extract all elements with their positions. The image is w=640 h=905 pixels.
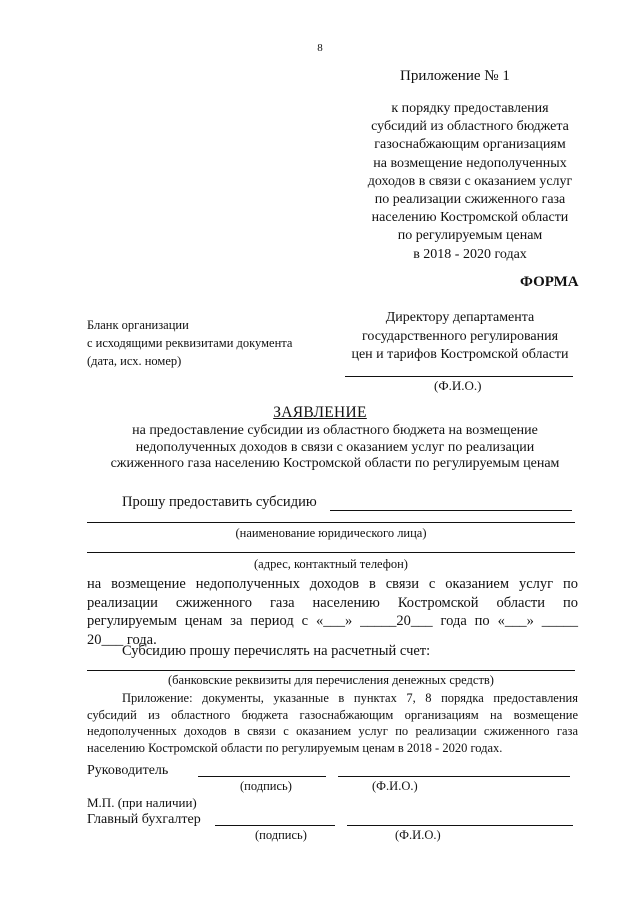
purpose-line: на возмещение недополученных доходов в связи с оказанием услуг по xyxy=(87,576,578,592)
purpose-paragraph xyxy=(87,575,578,649)
appendix-line: в 2018 - 2020 годах xyxy=(413,246,527,262)
request-text: Прошу предоставить субсидию xyxy=(122,494,317,510)
attachment-line: Приложение: документы, указанные в пунктах 7, 8 порядка предоставления xyxy=(122,691,578,705)
statement-title: ЗАЯВЛЕНИЕ xyxy=(273,404,367,421)
head-signature-caption: (подпись) xyxy=(240,779,292,793)
address-caption: (адрес, контактный телефон) xyxy=(254,557,408,571)
letterhead-note xyxy=(87,316,327,370)
addressee-line: государственного регулирования xyxy=(361,328,559,344)
address-field[interactable] xyxy=(87,552,575,553)
attachment-line: недополученных доходов в связи с оказанием услуг по реализации сжиженного газа xyxy=(87,724,578,738)
purpose-line: регулируемым ценам за период с «___» _____20___ года по «___» _____ xyxy=(87,613,578,629)
appendix-line: по реализации сжиженного газа xyxy=(374,192,566,208)
appendix-title: Приложение № 1 xyxy=(400,68,510,84)
subtitle-line: недополученных доходов в связи с оказанием услуг по реализации xyxy=(135,439,535,455)
addressee-fio-caption: (Ф.И.О.) xyxy=(434,378,482,393)
subtitle-line: на предоставление субсидии из областного бюджета на возмещение xyxy=(132,423,538,438)
bank-details-field[interactable] xyxy=(87,670,575,671)
letterhead-line: с исходящими реквизитами документа xyxy=(87,336,293,350)
addressee-fio-field[interactable] xyxy=(345,376,573,377)
statement-subtitle xyxy=(95,423,575,473)
purpose-line: реализации сжиженного газа населению Костромской области по xyxy=(87,594,578,611)
appendix-line: населению Костромской области xyxy=(371,210,569,226)
page-number: 8 xyxy=(317,42,323,54)
subsidy-field[interactable] xyxy=(330,510,572,511)
addressee-line: цен и тарифов Костромской области xyxy=(351,347,569,362)
entity-name-field[interactable] xyxy=(87,522,575,523)
letterhead-line: (дата, исх. номер) xyxy=(87,354,182,368)
head-fio-caption: (Ф.И.О.) xyxy=(372,779,418,793)
attachment-paragraph xyxy=(87,690,578,756)
appendix-line: на возмещение недополученных xyxy=(373,155,567,171)
entity-name-caption: (наименование юридического лица) xyxy=(235,526,427,540)
appendix-line: к порядку предоставления xyxy=(391,101,549,116)
transfer-text: Субсидию прошу перечислять на расчетный счет: xyxy=(122,643,431,659)
accountant-signature-field[interactable] xyxy=(215,825,335,826)
accountant-fio-caption: (Ф.И.О.) xyxy=(395,828,441,842)
subtitle-line: сжиженного газа населению Костромской области по регулируемым ценам xyxy=(110,456,560,471)
appendix-line: доходов в связи с оказанием услуг xyxy=(367,173,573,189)
addressee-block xyxy=(330,309,590,365)
accountant-label: Главный бухгалтер xyxy=(87,812,201,827)
addressee-line: Директору департамента xyxy=(385,310,535,325)
head-signature-field[interactable] xyxy=(198,776,326,777)
head-fio-field[interactable] xyxy=(338,776,570,777)
form-label: ФОРМА xyxy=(520,274,579,290)
letterhead-line: Бланк организации xyxy=(87,318,189,332)
appendix-line: субсидий из областного бюджета xyxy=(371,119,569,135)
attachment-line: субсидий из областного бюджета газоснабжающим организациям на возмещение xyxy=(87,707,578,722)
accountant-signature-caption: (подпись) xyxy=(255,828,307,842)
appendix-line: по регулируемым ценам xyxy=(397,228,543,244)
stamp-label: М.П. (при наличии) xyxy=(87,795,197,810)
attachment-line: населению Костромской области по регулируемым ценам в 2018 - 2020 годах. xyxy=(87,740,503,755)
appendix-description xyxy=(330,100,610,264)
accountant-fio-field[interactable] xyxy=(347,825,573,826)
appendix-line: газоснабжающим организациям xyxy=(374,137,566,153)
head-label: Руководитель xyxy=(87,763,169,778)
bank-details-caption: (банковские реквизиты для перечисления денежных средств) xyxy=(168,673,494,687)
purpose-line: 20___ года. xyxy=(87,631,157,648)
